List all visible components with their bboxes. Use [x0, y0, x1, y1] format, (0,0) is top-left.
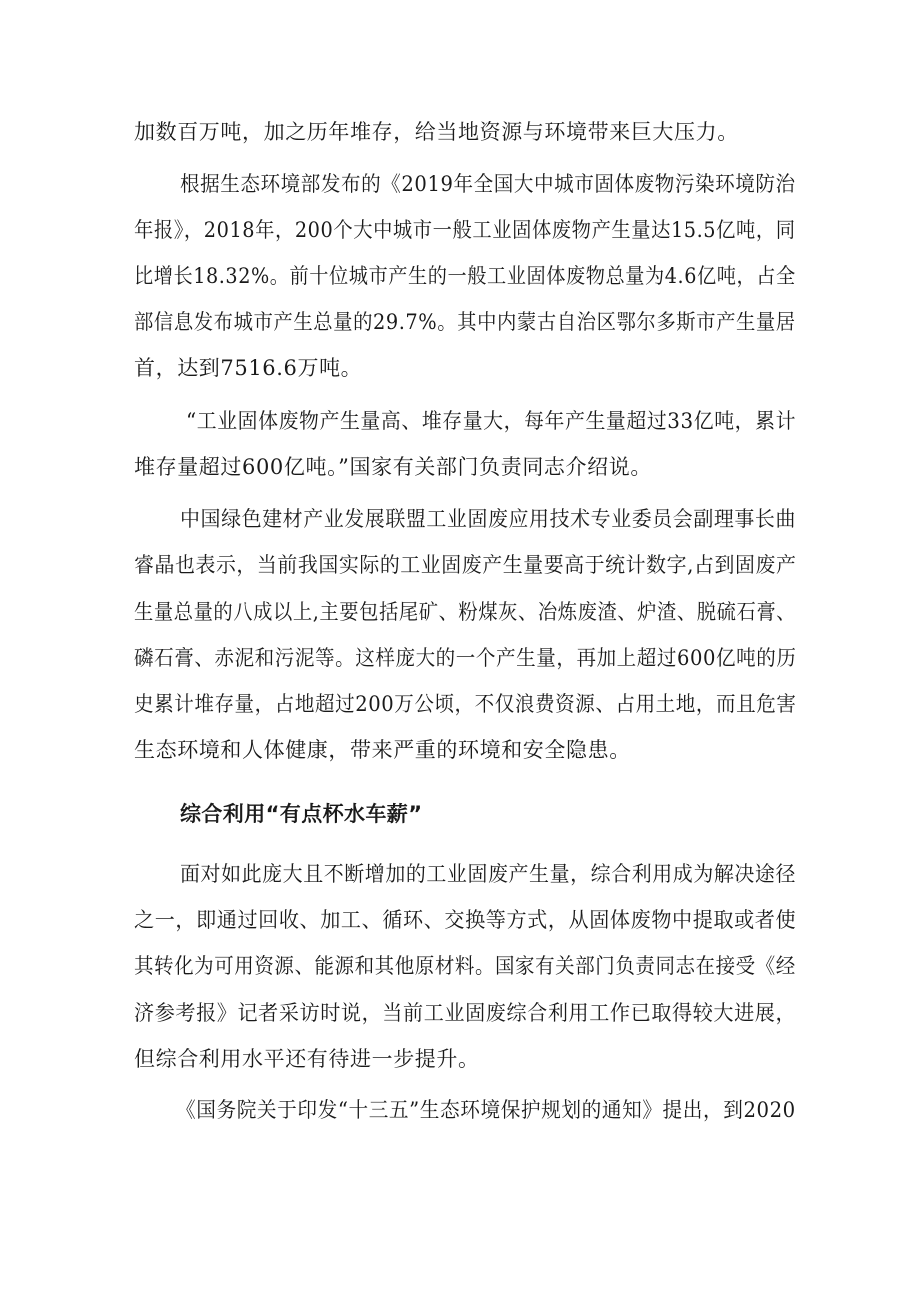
paragraph-4-line-2: 之一，即通过回收、加工、循环、交换等方式，从固体废物中提取或者使: [134, 908, 797, 932]
paragraph-3-line-4: 磷石膏、赤泥和污泥等。这样庞大的一个产生量，再加上超过600亿吨的历: [134, 646, 797, 670]
paragraph-2-line-1: “工业固体废物产生量高、堆存量大，每年产生量超过33亿吨，累计: [186, 409, 797, 433]
paragraph-4-line-1: 面对如此庞大且不断增加的工业固废产生量，综合利用成为解决途径: [180, 862, 796, 886]
paragraph-3-line-5: 史累计堆存量，占地超过200万公顷，不仅浪费资源、占用土地，而且危害: [134, 692, 797, 716]
paragraph-3-line-6: 生态环境和人体健康，带来严重的环境和安全隐患。: [134, 738, 631, 762]
paragraph-3-line-2: 睿晶也表示，当前我国实际的工业固废产生量要高于统计数字,占到固废产: [134, 553, 797, 577]
paragraph-3-line-3: 生量总量的八成以上,主要包括尾矿、粉煤灰、冶炼废渣、炉渣、脱硫石膏、: [134, 600, 797, 624]
paragraph-1-line-5: 首，达到7516.6万吨。: [134, 356, 363, 380]
section-heading: 综合利用“有点杯水车薪”: [180, 802, 423, 826]
paragraph-2-line-2: 堆存量超过600亿吨。”国家有关部门负责同志介绍说。: [134, 455, 652, 479]
paragraph-4-line-3: 其转化为可用资源、能源和其他原材料。国家有关部门负责同志在接受《经: [134, 954, 796, 978]
paragraph-5-line-1: 《国务院关于印发“十三五”生态环境保护规划的通知》提出，到2020: [176, 1098, 796, 1122]
paragraph-0-line-1: 加数百万吨，加之历年堆存，给当地资源与环境带来巨大压力。: [134, 120, 739, 144]
paragraph-1-line-1: 根据生态环境部发布的《2019年全国大中城市固体废物污染环境防治: [180, 172, 796, 196]
paragraph-3-line-1: 中国绿色建材产业发展联盟工业固废应用技术专业委员会副理事长曲: [180, 507, 796, 531]
paragraph-1-line-2: 年报》，2018年，200个大中城市一般工业固体废物产生量达15.5亿吨，同: [134, 218, 796, 242]
paragraph-4-line-4: 济参考报》记者采访时说，当前工业固废综合利用工作已取得较大进展，: [134, 1001, 797, 1025]
paragraph-1-line-3: 比增长18.32%。前十位城市产生的一般工业固体废物总量为4.6亿吨，占全: [134, 264, 796, 288]
paragraph-1-line-4: 部信息发布城市产生总量的29.7%。其中内蒙古自治区鄂尔多斯市产生量居: [134, 310, 796, 334]
paragraph-4-line-5: 但综合利用水平还有待进一步提升。: [134, 1047, 480, 1071]
